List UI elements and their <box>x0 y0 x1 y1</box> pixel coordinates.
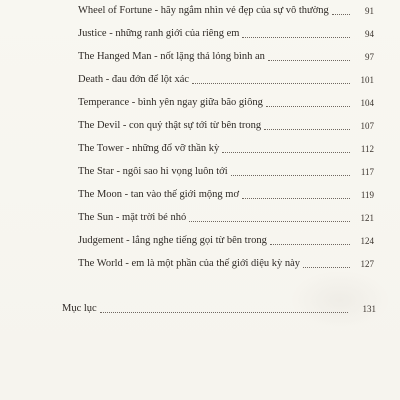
toc-leader-dots <box>242 198 350 199</box>
toc-entry <box>78 115 374 133</box>
toc-entry <box>78 46 374 64</box>
toc-leader-dots <box>222 152 350 153</box>
toc-leader-dots <box>264 129 350 130</box>
toc-entry-title: The Tower - những đổ vỡ thần kỳ <box>78 143 220 154</box>
toc-leader-dots <box>192 83 350 84</box>
toc-entry-title: Justice - những ranh giới của riêng em <box>78 28 240 39</box>
toc-leader-dots <box>189 221 350 222</box>
toc-leader-dots <box>266 106 350 107</box>
toc-entry-title: Judgement - lắng nghe tiếng gọi từ bên trong <box>78 235 267 246</box>
toc-entry-title: The Moon - tan vào thế giới mộng mơ <box>78 189 239 200</box>
toc-leader-dots <box>242 37 350 38</box>
toc-footer-page-number: 131 <box>362 304 376 314</box>
toc-entry-title: The Sun - mặt trời bé nhỏ <box>78 212 187 223</box>
toc-entry <box>78 92 374 110</box>
toc-entry-page-number: 121 <box>360 213 374 223</box>
toc-entry <box>78 161 374 179</box>
toc-footer-entry <box>62 298 376 316</box>
toc-entry-title: The World - em là một phần của thế giới diệu kỳ này <box>78 258 301 269</box>
toc-entry-title: Temperance - bình yên ngay giữa bão giông <box>78 97 263 108</box>
toc-entry <box>78 138 374 156</box>
toc-entry-page-number: 101 <box>360 75 374 85</box>
toc-entry-page-number: 97 <box>365 52 374 62</box>
toc-leader-dots <box>231 175 350 176</box>
toc-entry <box>78 184 374 202</box>
toc-entry-page-number: 94 <box>365 29 374 39</box>
toc-entry <box>78 253 374 271</box>
toc-entry-title: The Devil - con quỷ thật sự tới từ bên trong <box>78 120 262 131</box>
toc-entry-page-number: 119 <box>360 190 374 200</box>
toc-entry-page-number: 127 <box>360 259 374 269</box>
toc-footer-title: Mục lục <box>62 303 97 314</box>
toc-entry-page-number: 107 <box>360 121 374 131</box>
toc-leader-dots <box>270 244 350 245</box>
toc-leader-dots <box>332 14 350 15</box>
toc-entry-title: The Hanged Man - nốt lặng thả lỏng bình an <box>78 51 265 62</box>
toc-entry-page-number: 117 <box>360 167 374 177</box>
toc-entry-title: Death - đau đớn để lột xác <box>78 74 190 85</box>
toc-entry <box>78 23 374 41</box>
toc-leader-dots <box>100 312 348 313</box>
toc-entry-title: The Star - ngôi sao hi vọng luôn tới <box>78 166 228 177</box>
toc-entry-page-number: 91 <box>365 6 374 16</box>
toc-entry-page-number: 112 <box>360 144 374 154</box>
toc-leader-dots <box>268 60 350 61</box>
toc-entry <box>78 207 374 225</box>
toc-leader-dots <box>303 267 350 268</box>
toc-entry-page-number: 104 <box>360 98 374 108</box>
toc-entry-title: Wheel of Fortune - hãy ngắm nhìn vẻ đẹp của sự vô thường <box>78 5 329 16</box>
toc-entry <box>78 69 374 87</box>
table-of-contents <box>78 0 374 400</box>
toc-entry <box>78 0 374 18</box>
toc-entry-page-number: 124 <box>360 236 374 246</box>
toc-entry <box>78 230 374 248</box>
